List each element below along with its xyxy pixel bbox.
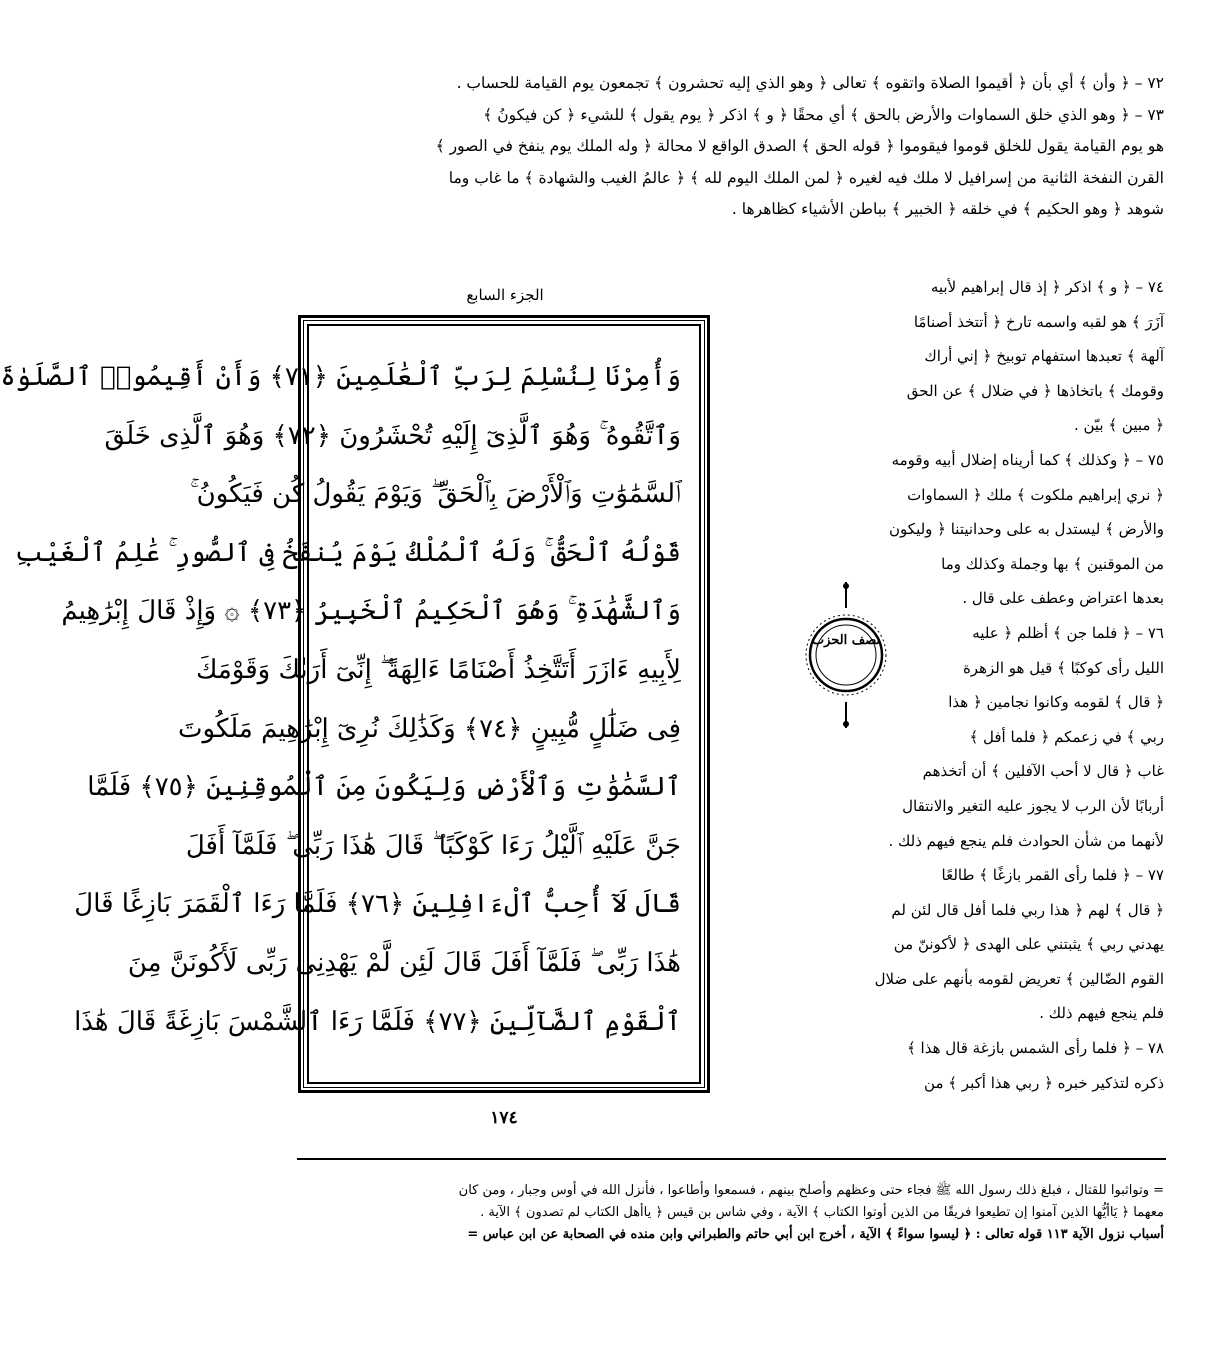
quran-line: لِأَبِيهِ ءَازَرَ أَتَتَّخِذُ أَصْنَامًا ءَالِهَةً ۖ إِنِّىٓ أَرَىٰكَ وَقَوْمَكَ bbox=[195, 654, 681, 685]
commentary-line: القرن النفخة الثانية من إسرافيل لا ملك فيه لغيره ﴿ لمن الملك اليوم لله ﴾ ﴿ عالمُ الغيب والشهادة ﴾ ما غاب وما bbox=[448, 168, 1164, 187]
quran-line: فِى ضَلَٰلٍ مُّبِينٍ ﴿٧٤﴾ وَكَذَٰلِكَ نُرِىٓ إِبْرَٰهِيمَ مَلَكُوتَ bbox=[178, 713, 681, 744]
commentary-line: ﴿ مبين ﴾ بيّن . bbox=[1073, 416, 1164, 435]
quran-line: جَنَّ عَلَيْهِ ٱلَّيْلُ رَءَا كَوْكَبًا ۖ قَالَ هَٰذَا رَبِّى ۖ فَلَمَّآ أَفَلَ bbox=[185, 830, 681, 861]
commentary-line: يهدني ربي ﴾ يثبتني على الهدى ﴿ لأكوننّ من bbox=[893, 935, 1164, 954]
quran-line: قَالَ لَآ أُحِبُّ ٱلْءَافِلِينَ ﴿٧٦﴾ فَلَمَّا رَءَا ٱلْقَمَرَ بَازِغًا قَالَ bbox=[74, 889, 681, 920]
commentary-line: ٧٤ – ﴿ و ﴾ اذكر ﴿ إذ قال إبراهيم لأبيه bbox=[930, 278, 1164, 296]
commentary-line: أربابًا لأن الرب لا يجوز عليه التغير والانتقال bbox=[902, 796, 1164, 815]
quran-line: ٱلْقَوْمِ ٱلضَّآلِّينَ ﴿٧٧﴾ فَلَمَّا رَءَا ٱلشَّمْسَ بَازِغَةً قَالَ هَٰذَا bbox=[74, 1006, 681, 1037]
commentary-line: ٧٢ – ﴿ وأن ﴾ أي بأن ﴿ أقيموا الصلاة واتقوه ﴾ تعالى ﴿ وهو الذي إليه تحشرون ﴾ تجمعون يوم القيامة للحساب . bbox=[456, 74, 1164, 92]
commentary-line: هو يوم القيامة يقول للخلق قوموا فيقوموا ﴿ قوله الحق ﴾ الصدق الواقع لا محالة ﴿ وله الملك يوم ينفخ في الصور ﴾ bbox=[435, 137, 1164, 155]
footnote bbox=[279, 1180, 1164, 1246]
commentary-line: ٧٣ – ﴿ وهو الذي خلق السماوات والأرض بالحق ﴾ أي محقًا ﴿ و ﴾ اذكر ﴿ يوم يقول ﴾ للشيء ﴿ كن فيكونُ ﴾ bbox=[483, 105, 1164, 124]
quran-frame bbox=[0, 315, 710, 1093]
commentary-line: ذكره لتذكير خبره ﴿ ربي هذا أكبر ﴾ من bbox=[924, 1073, 1164, 1092]
commentary-line: شوهد ﴿ وهو الحكيم ﴾ في خلقه ﴿ الخبير ﴾ بباطن الأشياء كظاهرها . bbox=[731, 200, 1164, 218]
quran-line: قَوْلُهُ ٱلْحَقُّ ۚ وَلَهُ ٱلْمُلْكُ يَوْمَ يُنفَخُ فِى ٱلصُّورِ ۚ عَٰلِمُ ٱلْغَيْبِ bbox=[14, 537, 681, 568]
commentary-line: لأنهما من شأن الحوادث فلم ينجع فيهم ذلك . bbox=[888, 831, 1164, 850]
commentary-line: آلهة ﴾ تعبدها استفهام توبيخ ﴿ إني أراك bbox=[924, 347, 1164, 366]
commentary-line: من الموقنين ﴾ بها وجملة وكذلك وما bbox=[941, 554, 1164, 573]
commentary-line: ٧٦ – ﴿ فلما جن ﴾ أظلم ﴿ عليه bbox=[972, 623, 1164, 642]
quran-line: ٱلسَّمَٰوَٰتِ وَٱلْأَرْضِ وَلِيَكُونَ مِنَ ٱلْمُوقِنِينَ ﴿٧٥﴾ فَلَمَّا bbox=[87, 772, 681, 803]
quran-line: وَٱتَّقُوهُ ۚ وَهُوَ ٱلَّذِىٓ إِلَيْهِ تُحْشَرُونَ ﴿٧٢﴾ وَهُوَ ٱلَّذِى خَلَقَ bbox=[104, 420, 681, 451]
commentary-line: الليل رأى كوكبًا ﴾ قيل هو الزهرة bbox=[962, 658, 1164, 677]
commentary-line: ٧٥ – ﴿ وكذلك ﴾ كما أريناه إضلال أبيه وقومه bbox=[891, 450, 1164, 469]
commentary-line: ﴿ نري إبراهيم ملكوت ﴾ ملك ﴿ السماوات bbox=[907, 485, 1164, 504]
commentary-line: فلم ينجع فيهم ذلك . bbox=[1039, 1004, 1164, 1023]
commentary-line: القوم الضّالين ﴾ تعريض لقومه بأنهم على ضلال bbox=[874, 969, 1164, 988]
commentary-line: ﴿ قال ﴾ لهم ﴿ هذا ربي فلما أفل قال لئن لم bbox=[891, 900, 1164, 919]
commentary-line: ٧٧ – ﴿ فلما رأى القمر بازغًا ﴾ طالعًا bbox=[941, 866, 1164, 885]
juz-title: الجزء السابع bbox=[466, 286, 544, 304]
commentary-line: ٧٨ – ﴿ فلما رأى الشمس بازغة قال هذا ﴾ bbox=[906, 1039, 1164, 1058]
footnote-line: أسباب نزول الآية ١١٣ قوله تعالى : ﴿ ليسوا سواءً ﴾ الآية ، أخرج ابن أبي حاتم والطبراني وابن منده في الصحابة عن ابن عباس = bbox=[467, 1227, 1164, 1242]
quran-line: هَٰذَا رَبِّى ۖ فَلَمَّآ أَفَلَ قَالَ لَئِن لَّمْ يَهْدِنِى رَبِّى لَأَكُونَنَّ مِنَ bbox=[127, 947, 681, 978]
top-commentary bbox=[279, 68, 1164, 226]
commentary-line: آزَرَ ﴾ هو لقبه واسمه تارخ ﴿ أتتخذ أصنامًا bbox=[913, 312, 1164, 331]
footnote-line: = وتواثبوا للقتال ، فبلغ ذلك رسول الله ﷺ فجاء حتى وعظهم وأصلح بينهم ، فسمعوا وأطاعوا ، فأنزل الله في أوس وجبار ، ومن كان bbox=[458, 1183, 1164, 1198]
footnote-line: معهما ﴿ يَاأيُّها الذين آمنوا إن تطيعوا فريقًا من الذين أوتوا الكتاب ﴾ الآية ، وفي شاس بن قيس ﴿ ياأهل الكتاب لم تصدون ﴾ الآية . bbox=[480, 1205, 1164, 1220]
quran-line: وَأُمِرْنَا لِنُسْلِمَ لِرَبِّ ٱلْعَٰلَمِينَ ﴿٧١﴾ وَأَنْ أَقِيمُوا۟ ٱلصَّلَوٰةَ bbox=[0, 362, 681, 392]
quran-line: ٱلسَّمَٰوَٰتِ وَٱلْأَرْضَ بِٱلْحَقِّ ۖ وَيَوْمَ يَقُولُ كُن فَيَكُونُ ۚ bbox=[190, 479, 681, 510]
commentary-line: والأرض ﴾ ليستدل به على وحدانيتنا ﴿ وليكون bbox=[889, 520, 1164, 539]
commentary-line: غاب ﴿ قال لا أحب الآفلين ﴾ أن أتخذهم bbox=[922, 762, 1164, 781]
commentary-line: وقومك ﴾ باتخاذها ﴿ في ضلال ﴾ عن الحق bbox=[906, 381, 1164, 400]
quran-text-block bbox=[0, 324, 701, 1084]
quran-line: وَٱلشَّهَٰدَةِ ۚ وَهُوَ ٱلْحَكِيمُ ٱلْخَبِيرُ ﴿٧٣﴾ ۞ وَإِذْ قَالَ إِبْرَٰهِيمُ bbox=[61, 596, 681, 627]
commentary-line: ربي ﴾ في زعمكم ﴿ فلما أفل ﴾ bbox=[969, 727, 1164, 746]
commentary-line: بعدها اعتراض وعطف على قال . bbox=[962, 589, 1164, 608]
footnote-divider bbox=[297, 1158, 1166, 1160]
commentary-line: ﴿ قال ﴾ لقومه وكانوا نجامين ﴿ هذا bbox=[948, 693, 1164, 712]
hizb-label: نصف الحزب bbox=[811, 633, 881, 648]
page-number: ١٧٤ bbox=[490, 1108, 518, 1128]
hizb-ornament-icon bbox=[807, 580, 885, 730]
